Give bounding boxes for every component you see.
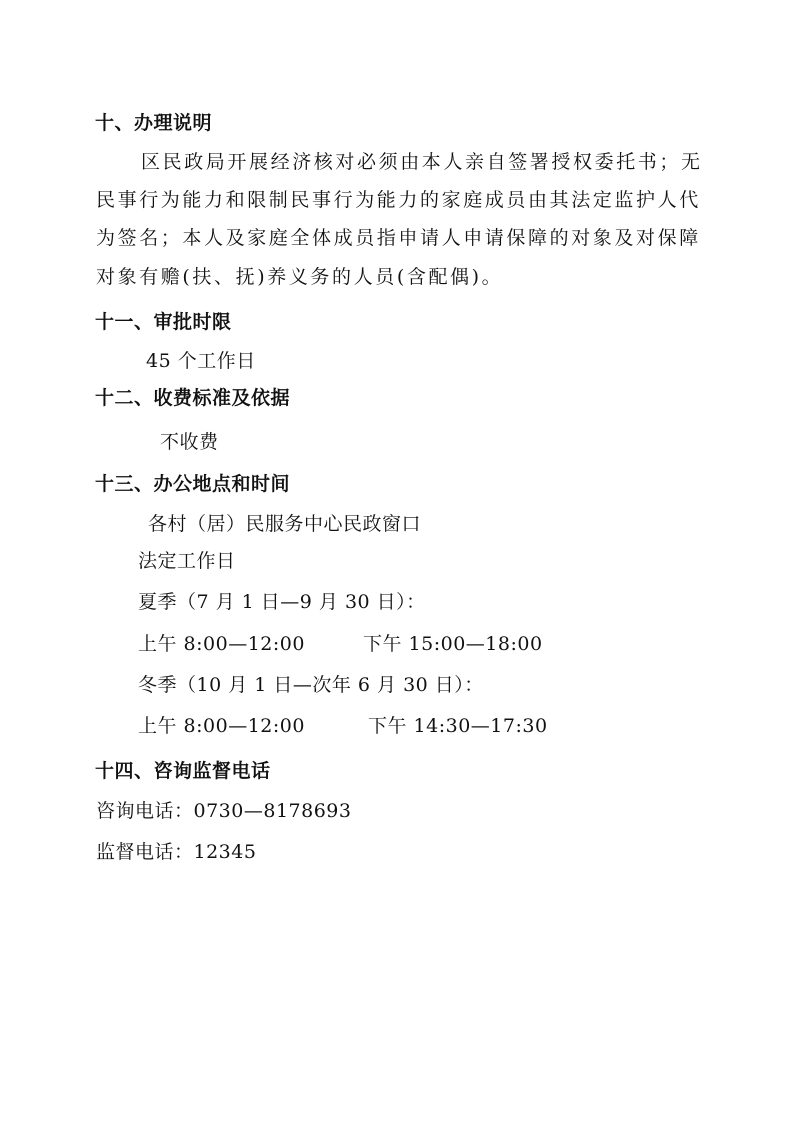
section-10-paragraph-line-1: 区民政局开展经济核对必须由本人亲自签署授权委托书；无 — [141, 151, 703, 173]
winter-morning-hours: 上午 8:00—12:00 — [138, 715, 305, 737]
supervision-phone: 监督电话：12345 — [96, 841, 257, 863]
winter-afternoon-hours: 下午 14:30—17:30 — [368, 715, 548, 737]
section-11-heading: 十一、审批时限 — [95, 311, 232, 333]
summer-period-label: 夏季（7 月 1 日—9 月 30 日）： — [138, 591, 426, 613]
section-10-paragraph-line-2: 民事行为能力和限制民事行为能力的家庭成员由其法定监护人代 — [96, 189, 701, 211]
consultation-phone: 咨询电话：0730—8178693 — [96, 800, 352, 822]
office-location: 各村（居）民服务中心民政窗口 — [148, 513, 422, 535]
section-10-paragraph-line-3: 为签名；本人及家庭全体成员指申请人申请保障的对象及对保障 — [96, 227, 701, 249]
section-13-heading: 十三、办公地点和时间 — [95, 473, 291, 495]
approval-time-limit: 45 个工作日 — [146, 350, 256, 372]
fee-standard: 不收费 — [160, 431, 219, 453]
section-10-paragraph-line-4: 对象有赡(扶、抚)养义务的人员(含配偶)。 — [96, 266, 504, 288]
section-14-heading: 十四、咨询监督电话 — [95, 760, 271, 782]
office-workdays: 法定工作日 — [138, 550, 236, 572]
summer-morning-hours: 上午 8:00—12:00 — [138, 633, 305, 655]
section-10-heading: 十、办理说明 — [95, 112, 213, 134]
summer-afternoon-hours: 下午 15:00—18:00 — [363, 633, 543, 655]
winter-period-label: 冬季（10 月 1 日—次年 6 月 30 日）： — [138, 674, 484, 696]
section-12-heading: 十二、收费标准及依据 — [95, 387, 291, 409]
